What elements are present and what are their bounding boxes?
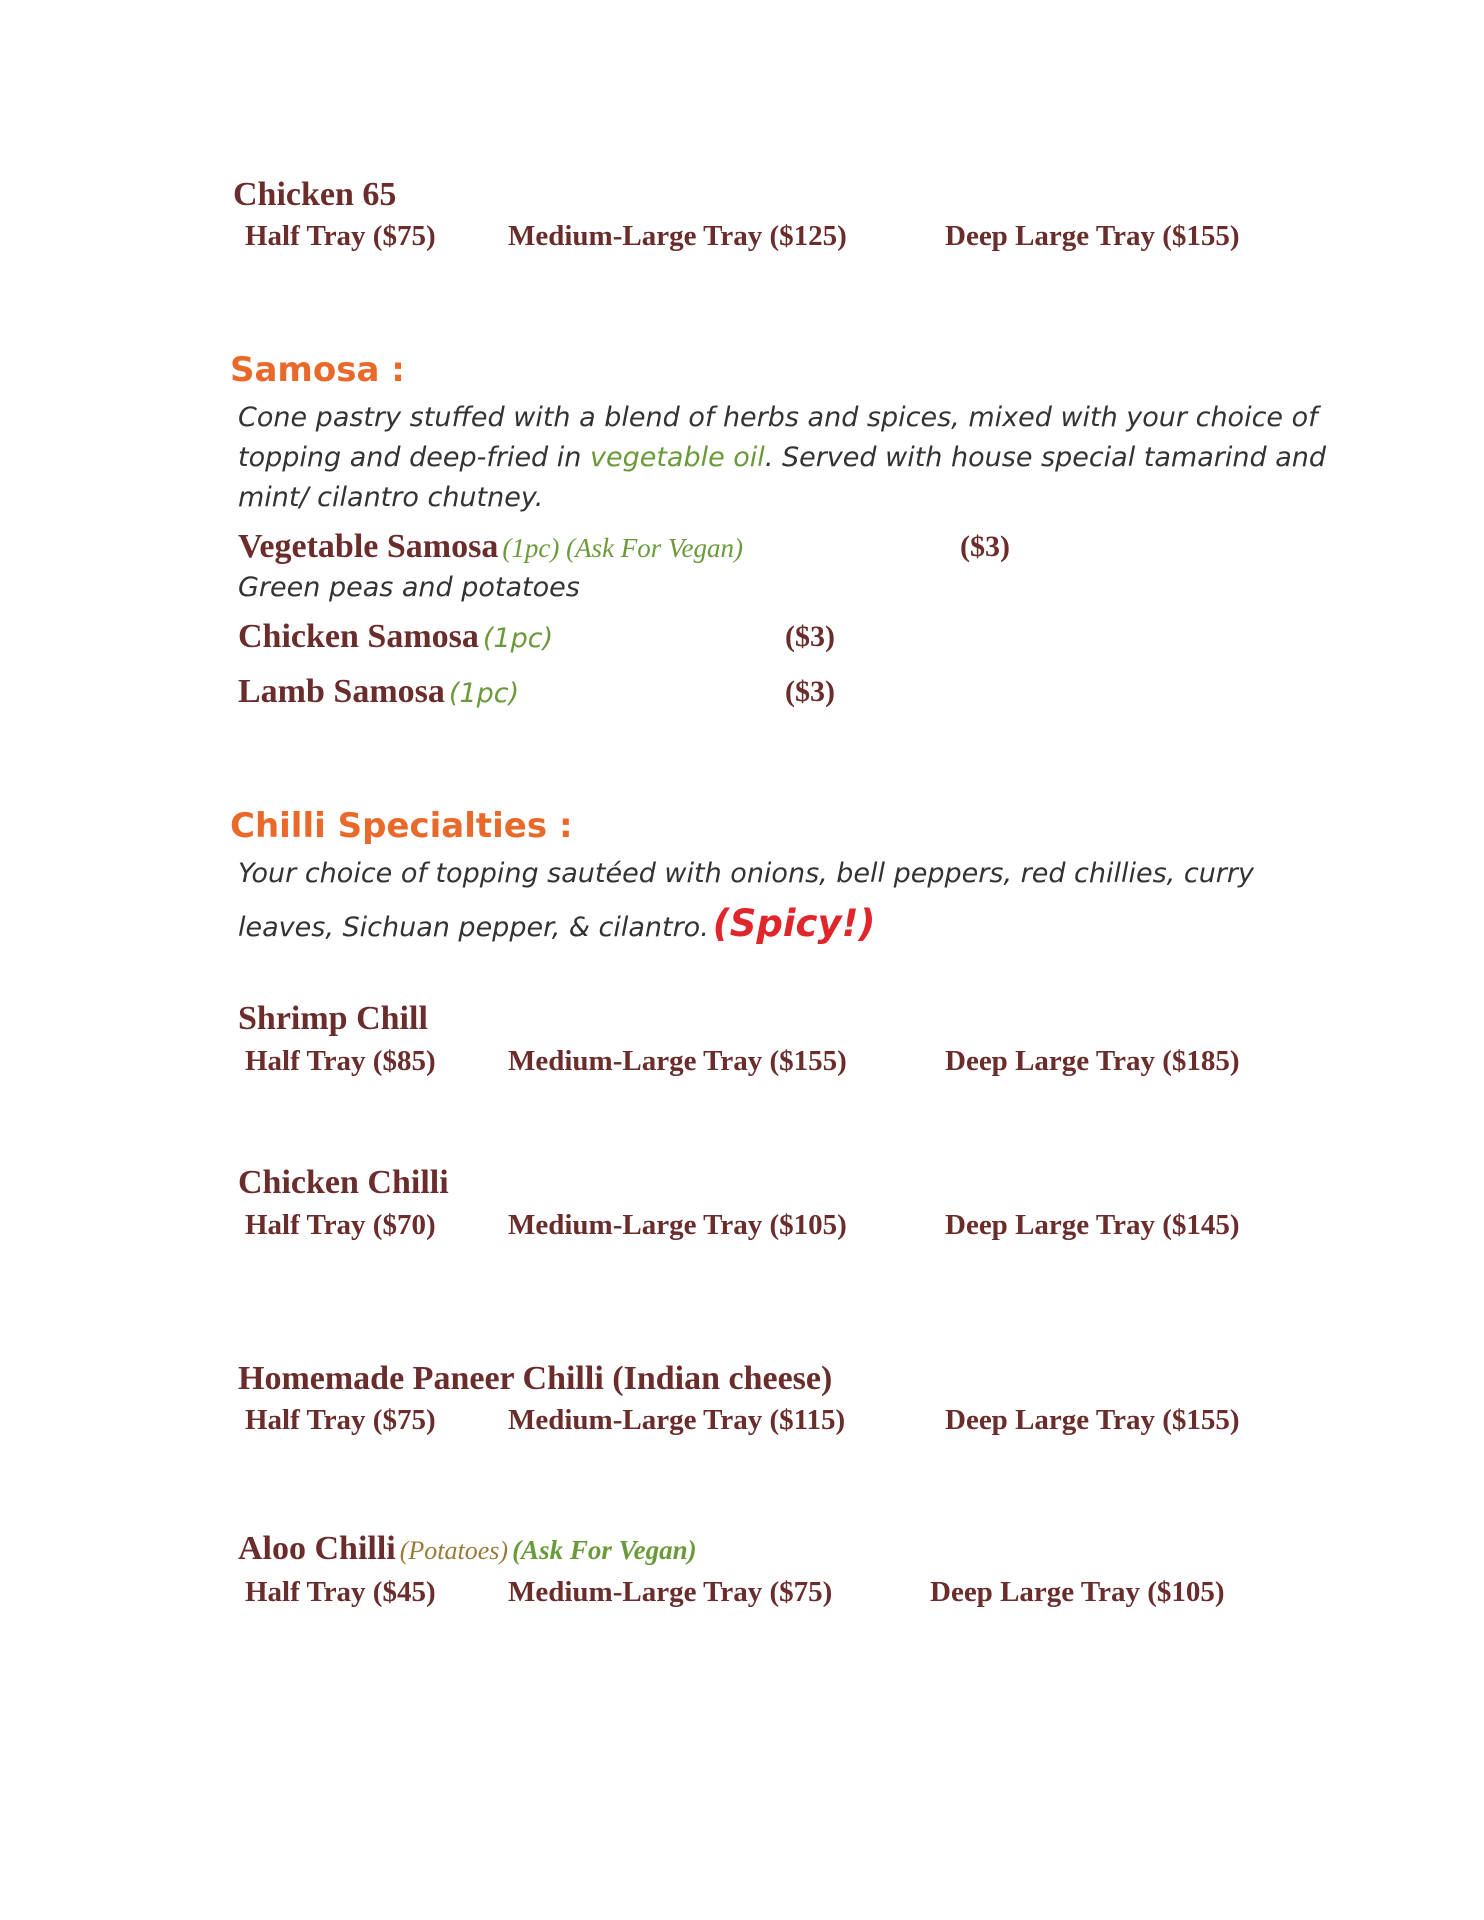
samosa-desc-veg-oil: vegetable oil (589, 442, 765, 473)
tray-half-chicken-chilli: Half Tray ($70) (245, 1209, 436, 1241)
tray-half-paneer: Half Tray ($75) (245, 1404, 436, 1436)
tray-deep-paneer: Deep Large Tray ($155) (945, 1404, 1240, 1436)
item-note: (1pc) (482, 623, 554, 654)
price-vegetable-samosa: ($3) (960, 530, 1010, 563)
samosa-desc-line3: mint/ cilantro chutney. (238, 482, 544, 513)
tray-medium-paneer: Medium-Large Tray ($115) (508, 1404, 846, 1436)
item-note-potatoes: (Potatoes) (399, 1536, 509, 1565)
item-title-chicken65: Chicken 65 (233, 176, 397, 213)
samosa-item-vegetable (238, 528, 743, 566)
samosa-desc-line2-a: topping and deep-fried in (238, 442, 590, 473)
tray-half-shrimp: Half Tray ($85) (245, 1045, 436, 1077)
tray-half-aloo: Half Tray ($45) (245, 1576, 436, 1608)
item-note-vegan: (Ask For Vegan) (512, 1535, 697, 1565)
tray-half-chicken65: Half Tray ($75) (245, 220, 436, 252)
item-name: Aloo Chilli (238, 1530, 396, 1567)
price-lamb-samosa: ($3) (785, 675, 835, 708)
chilli-desc-line2-text: leaves, Sichuan pepper, & cilantro. (238, 912, 709, 943)
samosa-item-vegetable-sub: Green peas and potatoes (238, 572, 580, 603)
tray-medium-aloo: Medium-Large Tray ($75) (508, 1576, 833, 1608)
section-heading-samosa: Samosa : (230, 350, 405, 390)
tray-medium-shrimp: Medium-Large Tray ($155) (508, 1045, 847, 1077)
tray-deep-chicken65: Deep Large Tray ($155) (945, 220, 1240, 252)
samosa-desc-line2-b: . Served with house special tamarind and (764, 442, 1327, 473)
chilli-desc-line1: Your choice of topping sautéed with onions, bell peppers, red chillies, curry (238, 858, 1254, 889)
tray-medium-chicken65: Medium-Large Tray ($125) (508, 220, 847, 252)
tray-deep-chicken-chilli: Deep Large Tray ($145) (945, 1209, 1240, 1241)
samosa-item-chicken (238, 618, 553, 656)
chilli-desc-line2 (238, 902, 875, 945)
item-name: Chicken Samosa (238, 618, 479, 655)
item-title-aloo-chilli (238, 1530, 697, 1568)
item-name: Vegetable Samosa (238, 528, 499, 565)
section-heading-chilli: Chilli Specialties : (230, 806, 573, 846)
item-note: (1pc) (Ask For Vegan) (502, 533, 744, 563)
samosa-item-lamb (238, 673, 519, 711)
item-title-paneer-chilli: Homemade Paneer Chilli (Indian cheese) (238, 1360, 833, 1397)
item-name: Lamb Samosa (238, 673, 445, 710)
samosa-desc-line2 (238, 442, 1326, 473)
item-title-shrimp-chill: Shrimp Chill (238, 1000, 428, 1037)
item-title-chicken-chilli: Chicken Chilli (238, 1164, 449, 1201)
tray-deep-shrimp: Deep Large Tray ($185) (945, 1045, 1240, 1077)
price-chicken-samosa: ($3) (785, 620, 835, 653)
spicy-badge: (Spicy!) (712, 902, 876, 945)
tray-deep-aloo: Deep Large Tray ($105) (930, 1576, 1225, 1608)
samosa-desc-line1: Cone pastry stuffed with a blend of herbs and spices, mixed with your choice of (238, 402, 1318, 433)
item-note: (1pc) (448, 678, 520, 709)
tray-medium-chicken-chilli: Medium-Large Tray ($105) (508, 1209, 847, 1241)
